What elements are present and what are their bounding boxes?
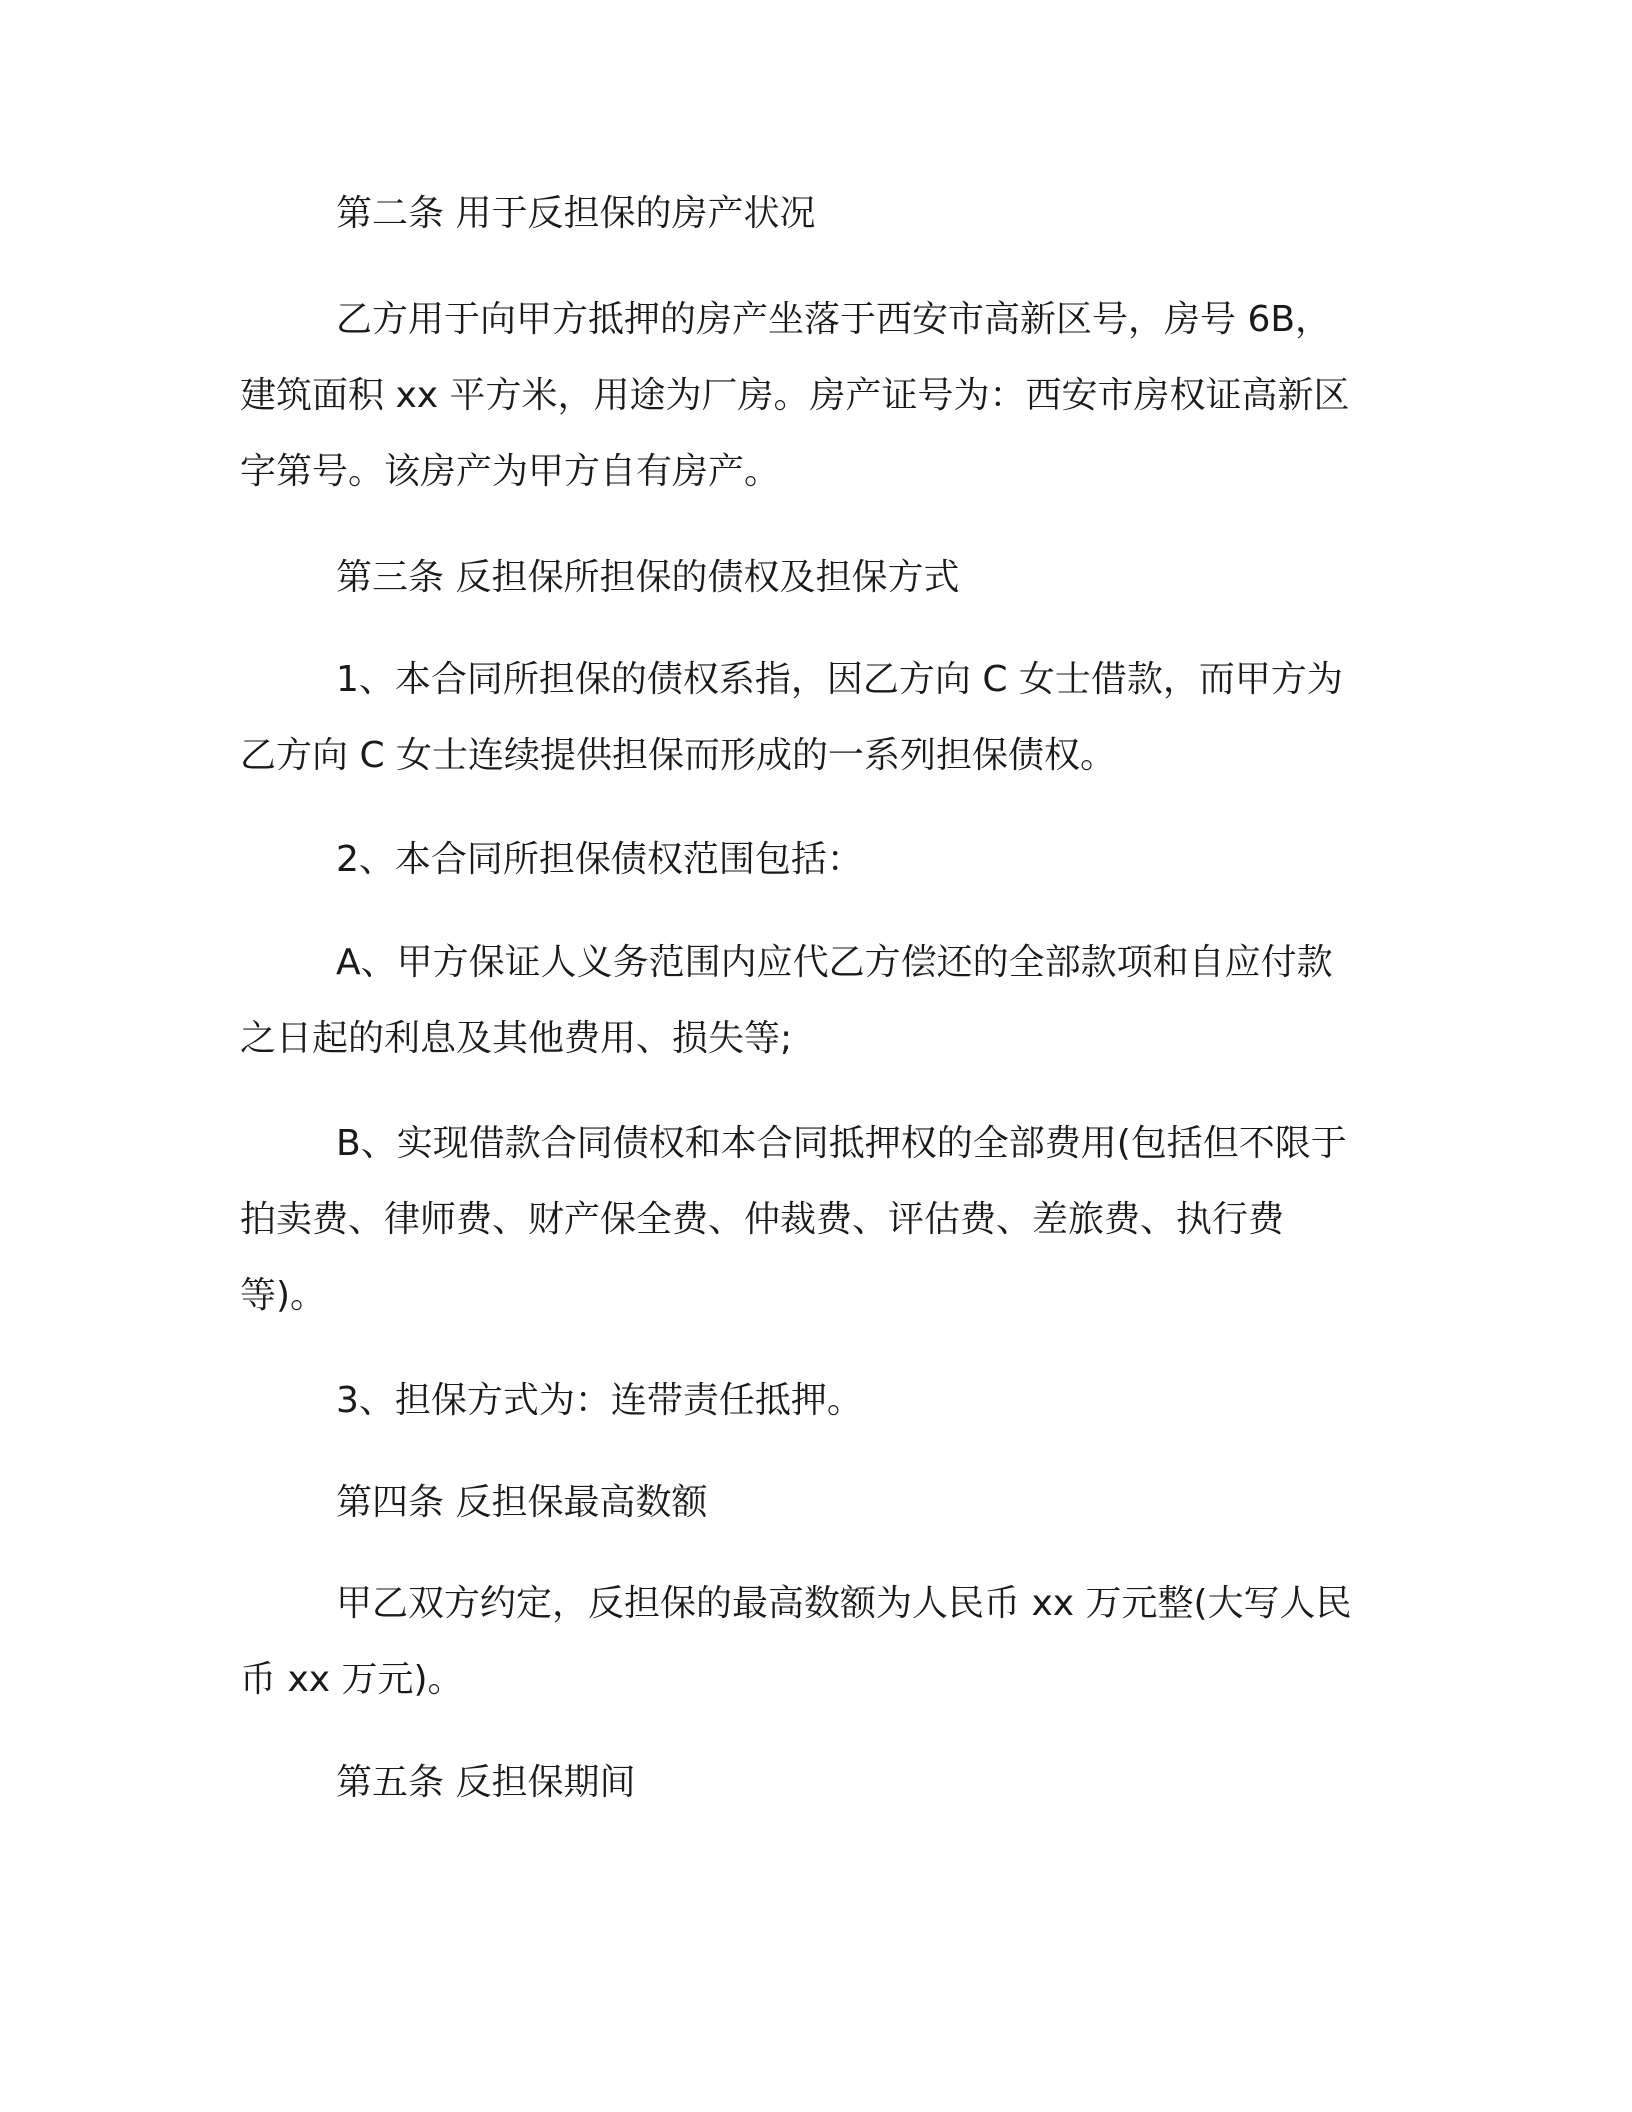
paragraph-line: 乙方向 C 女士连续提供担保而形成的一系列担保债权。 <box>240 735 1117 776</box>
article-3-item-1 <box>240 642 1400 794</box>
article-4-body <box>240 1566 1400 1718</box>
paragraph-line: 3、担保方式为：连带责任抵押。 <box>336 1380 863 1421</box>
article-3-heading <box>240 540 1400 616</box>
article-3-item-3 <box>240 1363 1400 1439</box>
article-3-item-2 <box>240 822 1400 898</box>
article-3-item-2b <box>240 1106 1400 1334</box>
paragraph-line: B、实现借款合同债权和本合同抵押权的全部费用(包括但不限于 <box>336 1123 1347 1164</box>
paragraph-line: 之日起的利息及其他费用、损失等; <box>240 1018 793 1059</box>
paragraph-line: 币 xx 万元)。 <box>240 1659 464 1700</box>
paragraph-line: 第四条 反担保最高数额 <box>336 1482 708 1523</box>
article-2-body <box>240 282 1400 510</box>
article-3-item-2a <box>240 925 1400 1077</box>
paragraph-line: 拍卖费、律师费、财产保全费、仲裁费、评估费、差旅费、执行费 <box>240 1199 1285 1240</box>
paragraph-line: A、甲方保证人义务范围内应代乙方偿还的全部款项和自应付款 <box>336 942 1333 983</box>
article-2-heading <box>240 176 1400 252</box>
paragraph-line: 乙方用于向甲方抵押的房产坐落于西安市高新区号，房号 6B， <box>336 299 1332 340</box>
paragraph-line: 等)。 <box>240 1275 327 1316</box>
paragraph-line: 第五条 反担保期间 <box>336 1762 636 1803</box>
article-4-heading <box>240 1465 1400 1541</box>
article-5-heading <box>240 1745 1400 1821</box>
paragraph-line: 第二条 用于反担保的房产状况 <box>336 193 816 234</box>
paragraph-line: 1、本合同所担保的债权系指，因乙方向 C 女士借款，而甲方为 <box>336 659 1343 700</box>
paragraph-line: 2、本合同所担保债权范围包括： <box>336 839 863 880</box>
paragraph-line: 建筑面积 xx 平方米，用途为厂房。房产证号为：西安市房权证高新区 <box>240 375 1350 416</box>
paragraph-line: 甲乙双方约定，反担保的最高数额为人民币 xx 万元整(大写人民 <box>336 1583 1352 1624</box>
paragraph-line: 字第号。该房产为甲方自有房产。 <box>240 451 781 492</box>
paragraph-line: 第三条 反担保所担保的债权及担保方式 <box>336 557 960 598</box>
